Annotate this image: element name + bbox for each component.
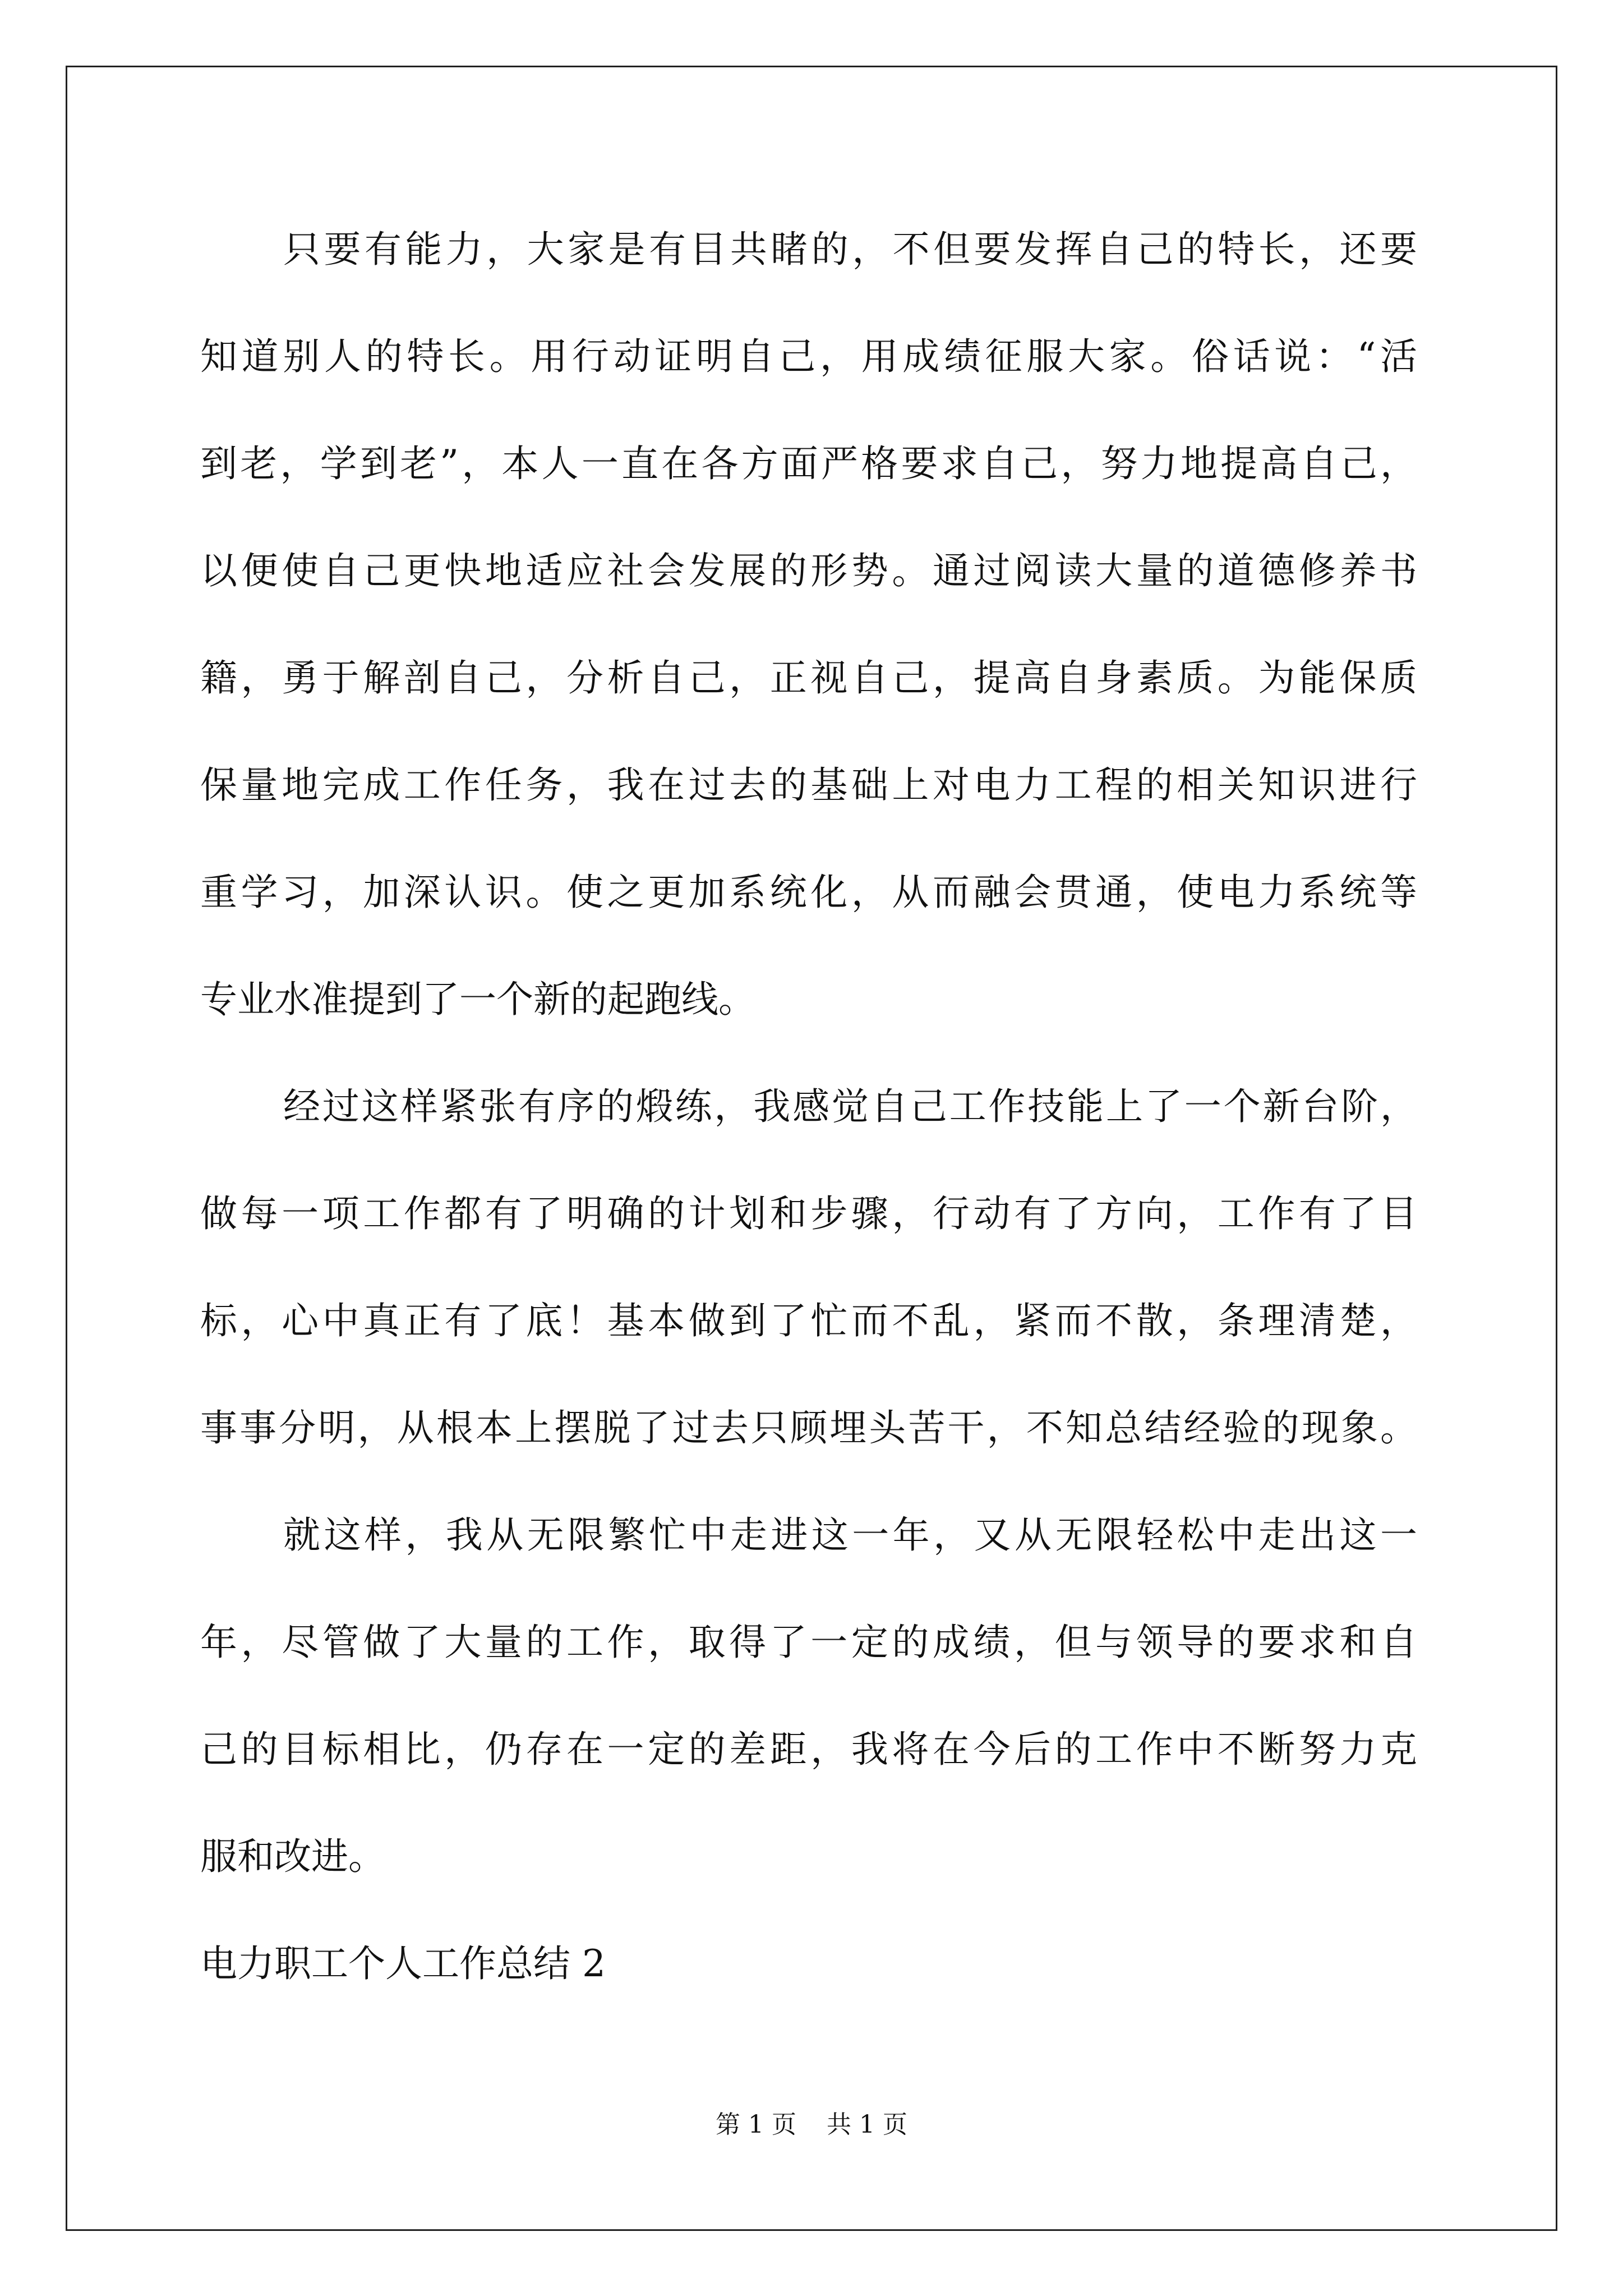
paragraph-3-line-2: 年，尽管做了大量的工作，取得了一定的成绩，但与领导的要求和自	[200, 1621, 1417, 1664]
page-number: 第 1 页	[716, 2110, 796, 2139]
paragraph-3-line-3: 己的目标相比，仍存在一定的差距，我将在今后的工作中不断努力克	[200, 1728, 1417, 1771]
document-body	[200, 208, 1417, 2029]
page-total: 共 1 页	[827, 2110, 907, 2139]
section-heading: 电力职工个人工作总结 2	[200, 1942, 606, 1985]
paragraph-2-line-1: 经过这样紧张有序的煅练，我感觉自己工作技能上了一个新台阶，	[283, 1085, 1417, 1128]
paragraph-1-line-6: 保量地完成工作任务，我在过去的基础上对电力工程的相关知识进行	[200, 763, 1417, 807]
paragraph-2-line-2: 做每一项工作都有了明确的计划和步骤，行动有了方向，工作有了目	[200, 1192, 1417, 1235]
paragraph-1-line-2: 知道别人的特长。用行动证明自己，用成绩征服大家。俗话说：“活	[200, 335, 1417, 378]
paragraph-1-line-7: 重学习，加深认识。使之更加系统化，从而融会贯通，使电力系统等	[200, 871, 1417, 914]
page-footer	[0, 2108, 1623, 2142]
paragraph-2-line-4: 事事分明，从根本上摆脱了过去只顾埋头苦干，不知总结经验的现象。	[200, 1406, 1417, 1450]
paragraph-1-line-1: 只要有能力，大家是有目共睹的，不但要发挥自己的特长，还要	[283, 228, 1417, 271]
paragraph-3-line-4: 服和改进。	[200, 1835, 385, 1878]
paragraph-3-line-1: 就这样，我从无限繁忙中走进这一年，又从无限轻松中走出这一	[283, 1513, 1417, 1557]
paragraph-1-line-3: 到老，学到老”，本人一直在各方面严格要求自己，努力地提高自己，	[200, 442, 1417, 485]
paragraph-1-line-5: 籍，勇于解剖自己，分析自己，正视自己，提高自身素质。为能保质	[200, 656, 1417, 700]
paragraph-2-line-3: 标，心中真正有了底！基本做到了忙而不乱，紧而不散，条理清楚，	[200, 1299, 1417, 1342]
paragraph-1-line-8: 专业水准提到了一个新的起跑线。	[200, 978, 755, 1021]
paragraph-1-line-4: 以便使自己更快地适应社会发展的形势。通过阅读大量的道德修养书	[200, 549, 1417, 592]
